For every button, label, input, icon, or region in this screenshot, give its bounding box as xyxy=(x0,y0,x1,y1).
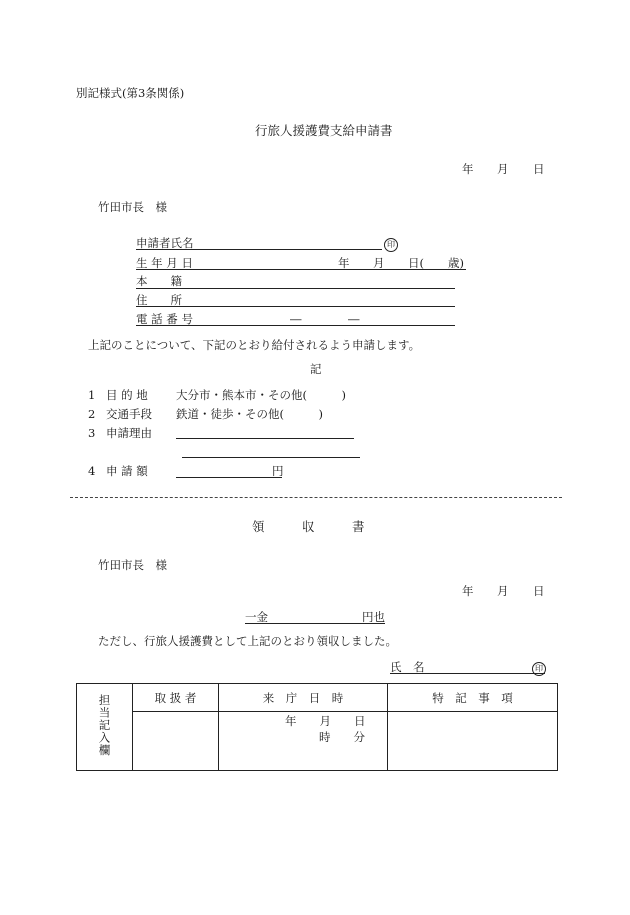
receipt-title: 領 収 書 xyxy=(252,519,365,534)
visit-time-line: 時 分 xyxy=(319,730,365,744)
receipt-text: ただし、行旅人援護費として上記のとおり領収しました。 xyxy=(98,634,397,648)
item-value-destination: 大分市・熊本市・その他( ) xyxy=(176,388,346,402)
header-handler: 取 扱 者 xyxy=(133,684,219,712)
date-month: 月 xyxy=(497,162,509,176)
birth-year: 年 xyxy=(338,256,350,270)
form-title: 行旅人援護費支給申請書 xyxy=(255,123,393,138)
birth-label: 生 年 月 日 xyxy=(136,256,193,270)
receipt-name-label: 氏 名 xyxy=(390,660,425,674)
reason-field-line-2[interactable] xyxy=(182,457,360,458)
staff-use-label: 担当記入欄 xyxy=(97,694,112,757)
cut-line xyxy=(70,497,562,498)
item-number: 4 xyxy=(88,464,96,478)
domicile-field[interactable] xyxy=(136,288,455,289)
seal-icon: 印 xyxy=(532,662,546,676)
header-visit-datetime: 来 庁 日 時 xyxy=(219,684,388,712)
receipt-name-field[interactable] xyxy=(390,673,545,674)
phone-dash-2: ― xyxy=(348,312,360,326)
ki-heading: 記 xyxy=(310,362,322,376)
addressee: 竹田市長 様 xyxy=(98,200,167,214)
applicant-name-field[interactable] xyxy=(136,249,382,250)
address-field[interactable] xyxy=(136,306,455,307)
amount-unit: 円 xyxy=(272,464,284,478)
staff-use-table xyxy=(76,683,558,771)
item-number: 2 xyxy=(88,407,96,421)
phone-dash-1: ― xyxy=(290,312,302,326)
visit-datetime-cell[interactable] xyxy=(219,712,388,771)
receipt-addressee: 竹田市長 様 xyxy=(98,558,167,572)
receipt-date-year: 年 xyxy=(462,584,474,598)
remarks-cell[interactable] xyxy=(388,712,558,771)
receipt-date-month: 月 xyxy=(497,584,509,598)
staff-use-label-cell xyxy=(77,684,133,771)
receipt-amount-suffix: 円也 xyxy=(362,610,385,624)
item-number: 3 xyxy=(88,426,96,440)
item-label-amount: 申 請 額 xyxy=(106,464,148,478)
receipt-amount-field[interactable] xyxy=(245,623,385,624)
phone-field[interactable] xyxy=(136,325,455,326)
item-label-reason: 申請理由 xyxy=(106,426,152,440)
header-remarks: 特 記 事 項 xyxy=(388,684,558,712)
address-label: 住 所 xyxy=(136,293,182,307)
birth-field[interactable] xyxy=(136,269,466,270)
birth-age: 歳) xyxy=(448,256,464,270)
visit-date-line: 年 月 日 xyxy=(285,714,366,728)
amount-field[interactable] xyxy=(176,477,282,478)
applicant-name-label: 申請者氏名 xyxy=(136,236,194,250)
handler-cell[interactable] xyxy=(133,712,219,771)
receipt-amount-prefix: 一金 xyxy=(245,610,268,624)
item-label-transport: 交通手段 xyxy=(106,407,152,421)
domicile-label: 本 籍 xyxy=(136,274,182,288)
receipt-date-day: 日 xyxy=(533,584,545,598)
date-day: 日 xyxy=(533,162,545,176)
request-text: 上記のことについて、下記のとおり給付されるよう申請します。 xyxy=(88,338,421,352)
receipt-seal xyxy=(532,660,546,676)
form-reference: 別記様式(第3条関係) xyxy=(76,86,185,100)
phone-label: 電 話 番 号 xyxy=(136,312,193,326)
date-year: 年 xyxy=(462,162,474,176)
item-label-destination: 目 的 地 xyxy=(106,388,148,402)
reason-field-line-1[interactable] xyxy=(176,438,354,439)
seal-icon: 印 xyxy=(384,238,398,252)
birth-month: 月 xyxy=(373,256,385,270)
item-value-transport: 鉄道・徒歩・その他( ) xyxy=(176,407,323,421)
applicant-seal xyxy=(384,236,398,252)
item-number: 1 xyxy=(88,388,96,402)
birth-day: 日( xyxy=(408,256,424,270)
